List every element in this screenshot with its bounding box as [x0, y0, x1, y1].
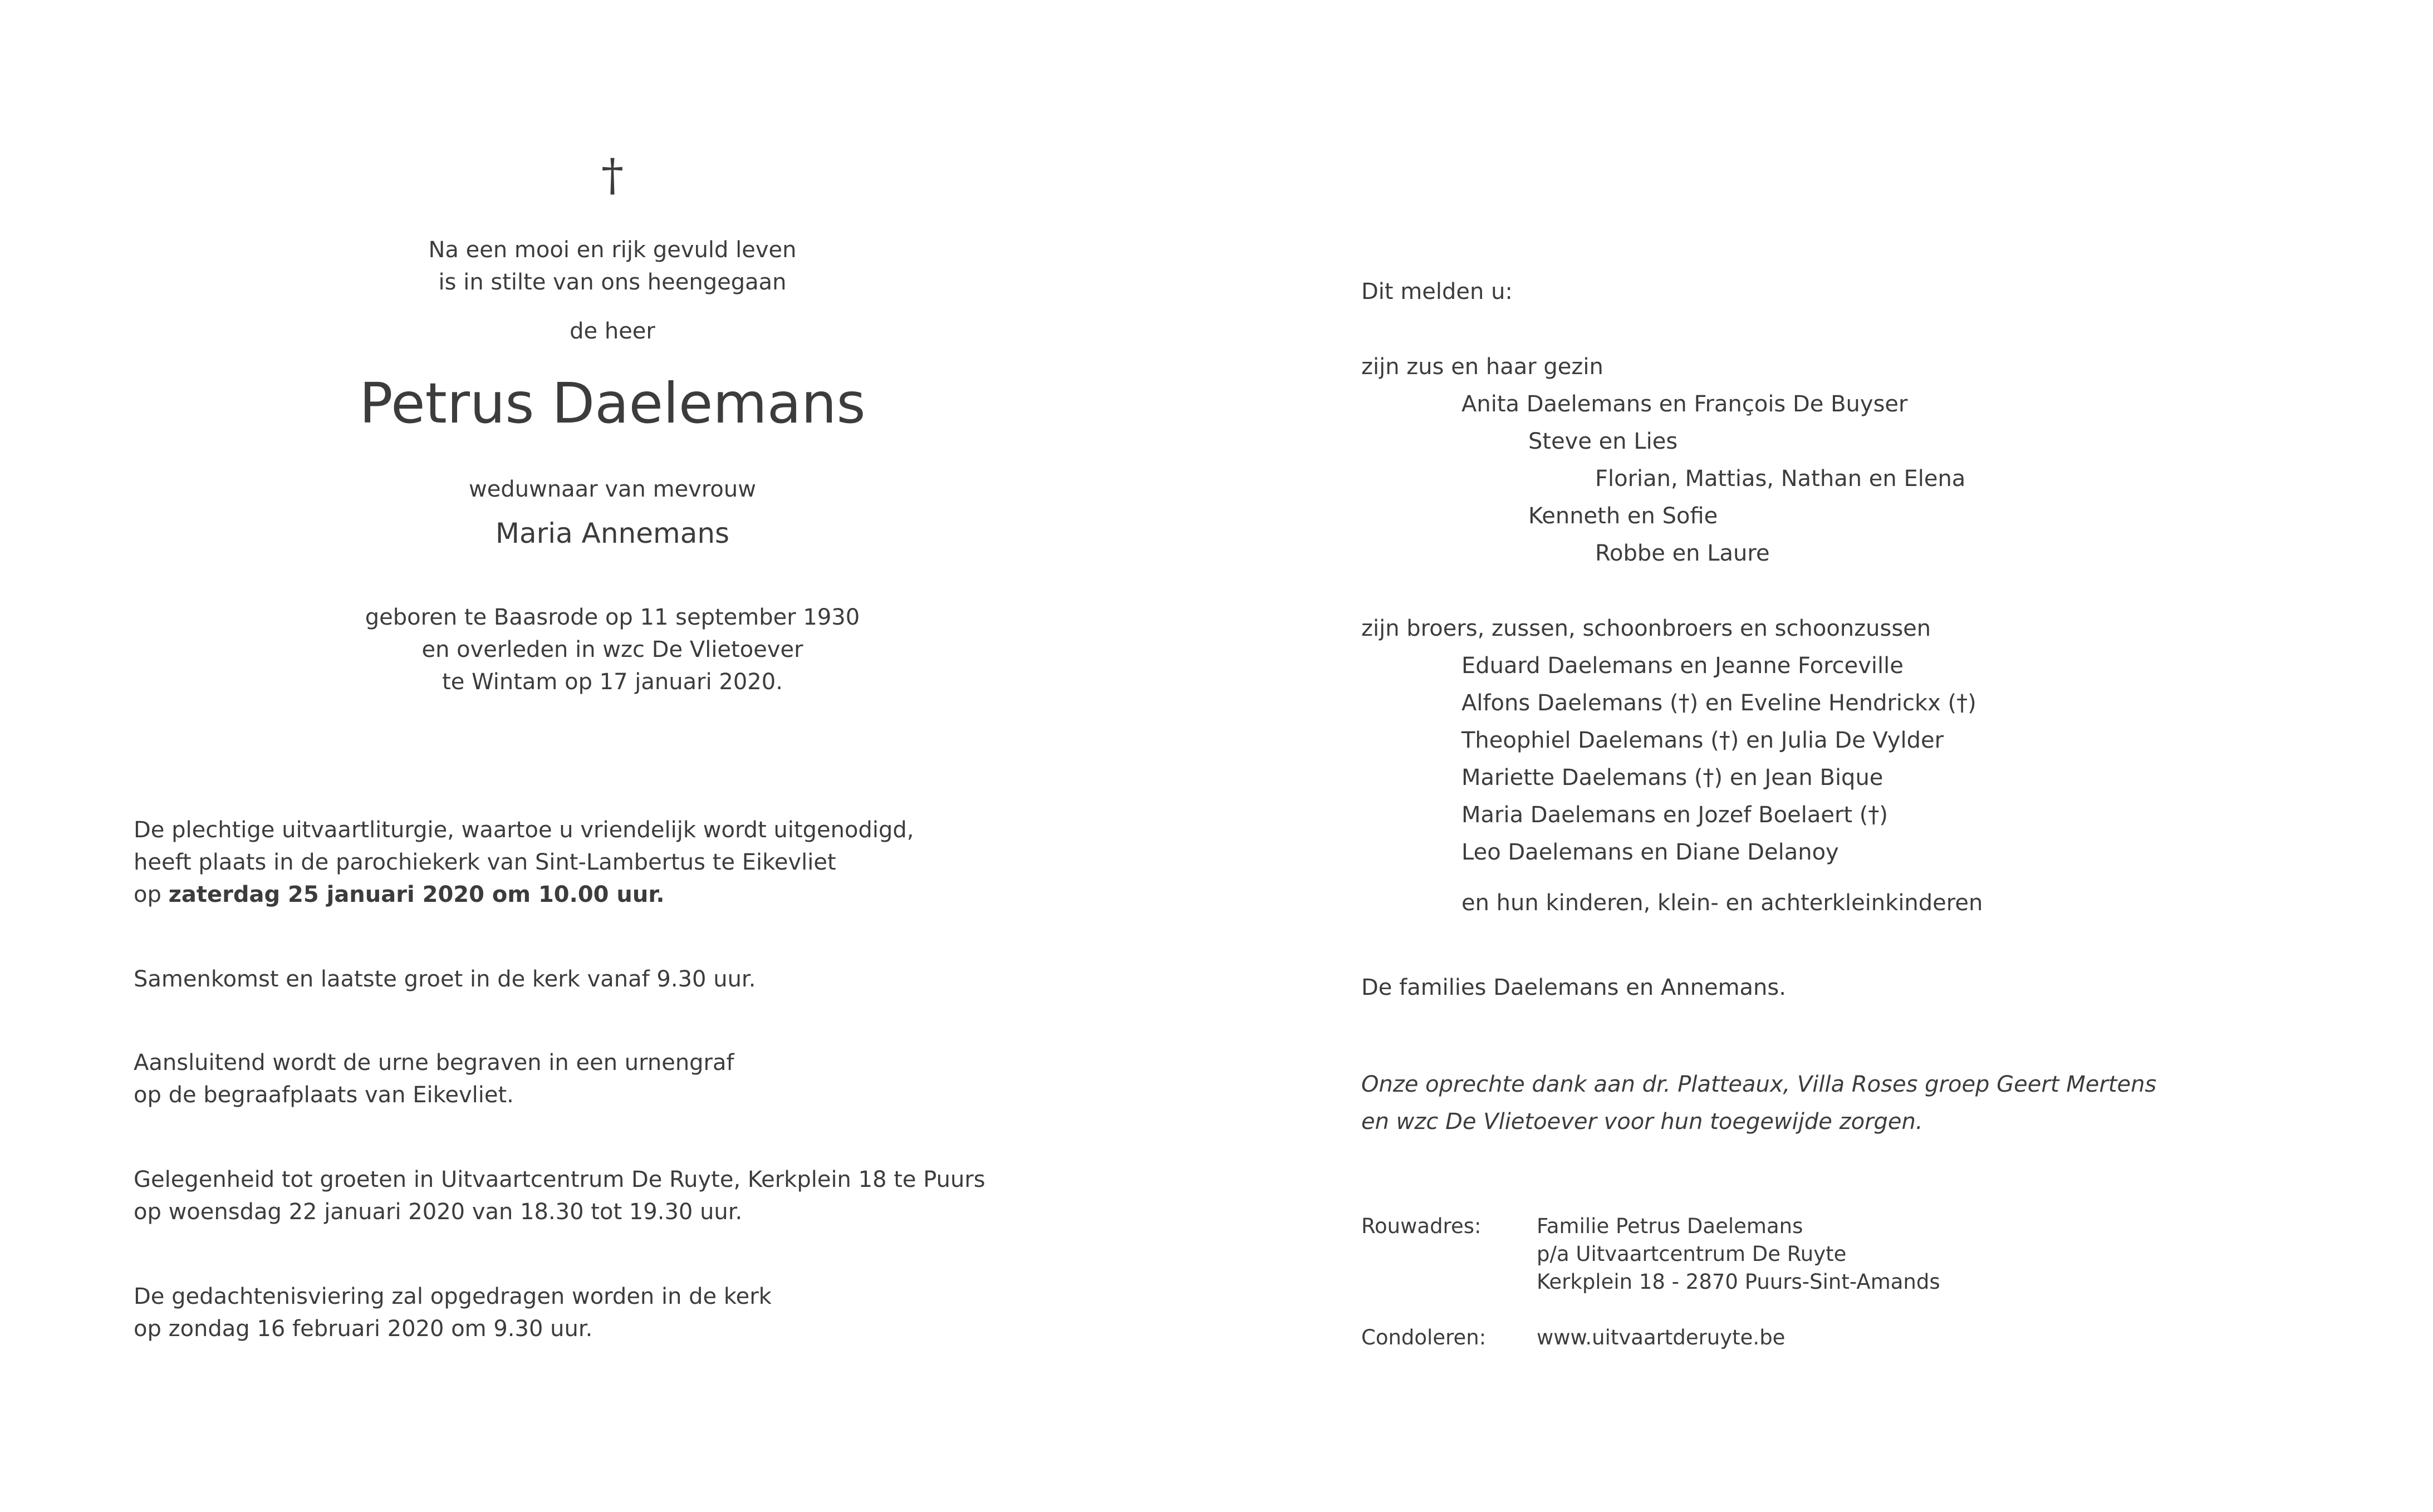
widow-line: weduwnaar van mevrouw — [469, 477, 756, 502]
funeral-prefix: op — [134, 882, 169, 907]
deceased-name: Petrus Daelemans — [359, 371, 866, 436]
intro-text — [345, 234, 880, 298]
memorial-line: op zondag 16 februari 2020 om 9.30 uur. — [134, 1316, 593, 1342]
burial-line: op de begraafplaats van Eikevliet. — [134, 1082, 514, 1108]
birth-line: geboren te Baasrode op 11 september 1930 — [365, 605, 860, 630]
announcement: Dit melden u: — [1361, 279, 1513, 305]
burial-paragraph — [134, 1047, 734, 1111]
sibling-couple: Maria Daelemans en Jozef Boelaert (†) — [1461, 802, 1888, 828]
condolence-label: Condoleren: — [1361, 1326, 1487, 1349]
thanks-text — [1361, 1066, 2156, 1141]
intro-line: is in stilte van ons heengegaan — [438, 269, 787, 295]
descendants-line: en hun kinderen, klein- en achterkleinkinderen — [1461, 890, 1983, 916]
death-place-line: te Wintam op 17 januari 2020. — [442, 669, 783, 695]
sister-heading: zijn zus en haar gezin — [1361, 354, 1603, 380]
honorific: de heer — [570, 318, 655, 344]
sister-couple: Anita Daelemans en François De Buyser — [1461, 391, 1908, 417]
grandchildren: Florian, Mattias, Nathan en Elena — [1595, 466, 1966, 492]
visitation-paragraph — [134, 1164, 985, 1228]
funeral-datetime: zaterdag 25 januari 2020 om 10.00 uur. — [168, 882, 665, 907]
visitation-line: Gelegenheid tot groeten in Uitvaartcentrum De Ruyte, Kerkplein 18 te Puurs — [134, 1167, 985, 1192]
funeral-datetime-line — [134, 878, 914, 911]
siblings-heading: zijn broers, zussen, schoonbroers en schoonzussen — [1361, 616, 1931, 641]
address-block — [1537, 1212, 1940, 1296]
funeral-line: heeft plaats in de parochiekerk van Sint-Lambertus te Eikevliet — [134, 850, 836, 875]
address-label: Rouwadres: — [1361, 1214, 1482, 1238]
memorial-paragraph — [134, 1280, 772, 1345]
visitation-line: op woensdag 22 januari 2020 van 18.30 tot 19.30 uur. — [134, 1199, 743, 1225]
child-couple: Kenneth en Sofie — [1528, 503, 1718, 529]
memorial-line: De gedachtenisviering zal opgedragen worden in de kerk — [134, 1284, 772, 1309]
sibling-couple: Eduard Daelemans en Jeanne Forceville — [1461, 653, 1904, 679]
grandchildren: Robbe en Laure — [1595, 541, 1770, 566]
intro-line: Na een mooi en rijk gevuld leven — [428, 237, 797, 263]
condolence-link[interactable]: www.uitvaartderuyte.be — [1537, 1326, 1785, 1349]
sibling-couple: Mariette Daelemans (†) en Jean Bique — [1461, 765, 1883, 791]
death-line: en overleden in wzc De Vlietoever — [421, 637, 803, 662]
child-couple: Steve en Lies — [1528, 429, 1678, 454]
thanks-line: Onze oprechte dank aan dr. Platteaux, Villa Roses groep Geert Mertens — [1361, 1072, 2157, 1097]
sibling-couple: Theophiel Daelemans (†) en Julia De Vylder — [1461, 728, 1944, 753]
burial-line: Aansluitend wordt de urne begraven in een urnengraf — [134, 1050, 734, 1076]
families-line: De families Daelemans en Annemans. — [1361, 975, 1786, 1000]
funeral-paragraph — [134, 814, 914, 911]
thanks-line: en wzc De Vlietoever voor hun toegewijde zorgen. — [1361, 1109, 1923, 1135]
cross-symbol: † — [601, 149, 624, 201]
address-line: Familie Petrus Daelemans — [1537, 1214, 1803, 1238]
address-line: Kerkplein 18 - 2870 Puurs-Sint-Amands — [1537, 1270, 1940, 1294]
address-line: p/a Uitvaartcentrum De Ruyte — [1537, 1242, 1847, 1266]
spouse-name: Maria Annemans — [495, 517, 730, 549]
sibling-couple: Alfons Daelemans (†) en Eveline Hendrickx (†) — [1461, 690, 1976, 716]
birth-death-info — [345, 601, 880, 698]
sibling-couple: Leo Daelemans en Diane Delanoy — [1461, 840, 1839, 865]
gathering-paragraph: Samenkomst en laatste groet in de kerk vanaf 9.30 uur. — [134, 966, 756, 992]
funeral-line: De plechtige uitvaartliturgie, waartoe u vriendelijk wordt uitgenodigd, — [134, 817, 914, 843]
